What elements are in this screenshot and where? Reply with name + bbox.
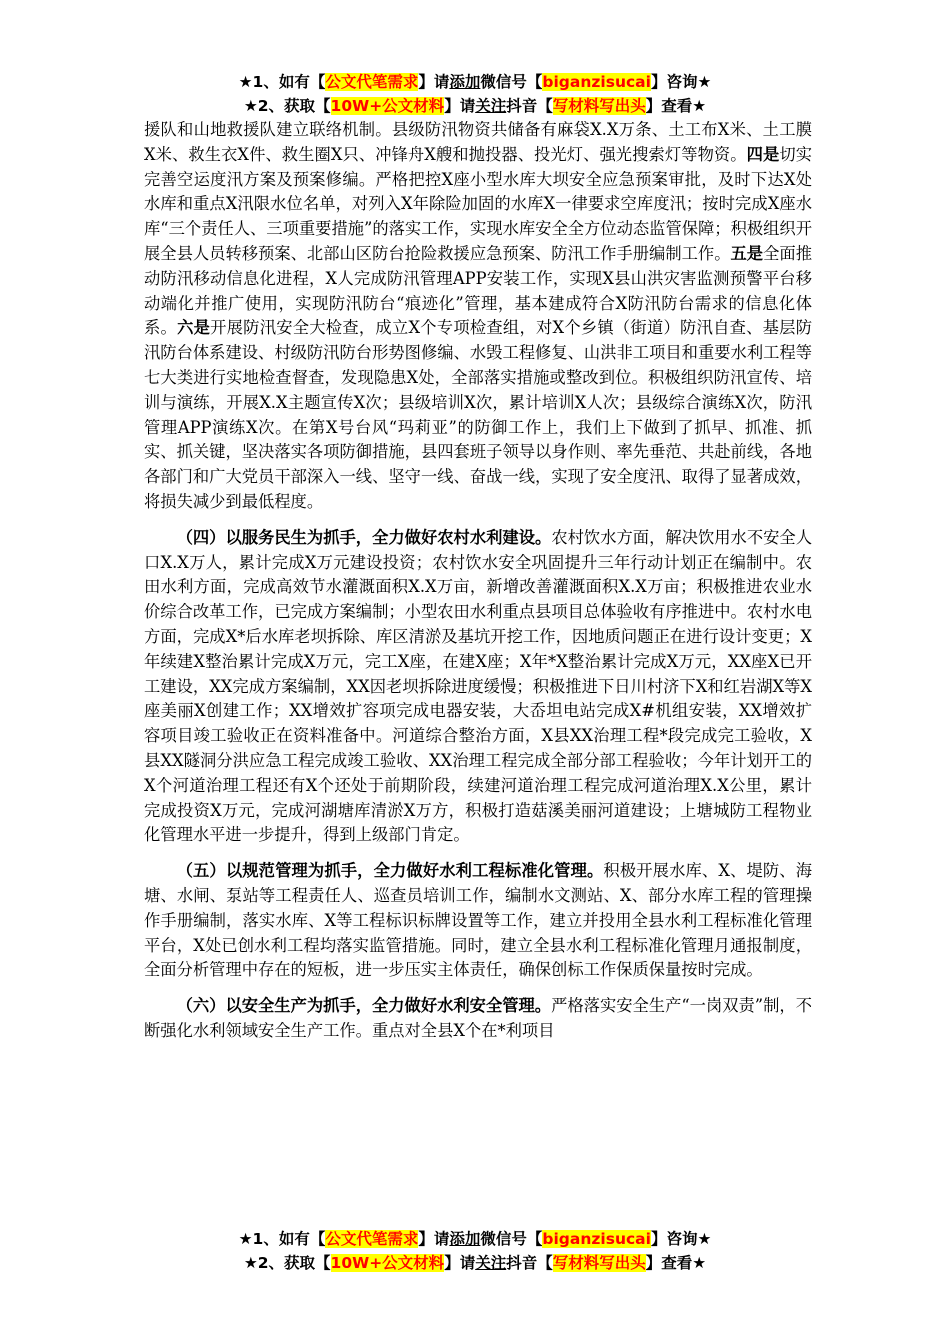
banner-text: ★1、如有【 [238, 1230, 326, 1248]
banner-text: 】请 [444, 97, 476, 115]
header-banner [0, 70, 950, 118]
banner-highlight: 写材料写出头 [552, 97, 646, 115]
paragraph-standard-management [144, 859, 812, 983]
paragraph-text: 切实完善空运度汛方案及预案修编。严格把控X座小型水库大坝安全应急预案审批，及时下达X处水库和重点X汛限水位名单，对列入X年除险加固的水库X一律要求空库度汛；按时完成X座水库“三个责任人、三项重要措施”的落实工作，实现水库安全全方位动态监管保障；积极组织开展全县人员转移预案、北部山区防台抢险救援应急预案、防汛工作手册编制工作。 [144, 144, 812, 263]
paragraph-text: 严格落实安全生产“一岗双责”制，不断强化水利领域安全生产工作。重点对全县X个在*利项目 [144, 996, 812, 1040]
banner-text: ★1、如有【 [238, 73, 326, 91]
banner-underline: 关注 [475, 1254, 507, 1272]
banner-highlight: 公文代笔需求 [325, 73, 419, 91]
section-heading: （四）以服务民生为抓手，全力做好农村水利建设。 [176, 527, 552, 547]
section-heading: （五）以规范管理为抓手，全力做好水利工程标准化管理。 [176, 861, 604, 881]
paragraph-text: 农村饮水方面，解决饮用水不安全人口X.X万人，累计完成X万元建设投资；农村饮水安全巩固提升三年行动计划正在编制中。农田水利方面，完成高效节水灌溉面积X.X万亩，新增改善灌溉面积X.X万亩；积极推进农业水价综合改革工作，已完成方案编制；小型农田水利重点县项目总体验收有序推进中。农村水电方面，完成X*后水库老坝拆除、库区清淤及基坑开挖工作，因地质问题正在进行设计变更；X年续建X整治累计完成X万元，完工X座，在建X座；X年*X整治累计完成X万元，XX座X已开工建设，XX完成方案编制，XX因老坝拆除进度缓慢；积极推进下日川村济下X和红岩湖X等X座美丽X创建工作；XX增效扩容项完成电器安装，大岙坦电站完成X#机组安装，XX增效扩容项目竣工验收正在资料准备中。河道综合整治方面，X县XX治理工程*段完成完工验收，X县XX隧洞分洪应急工程完成竣工验收、XX治理工程完成全部分部工程验收；今年计划开工的X个河道治理工程还有X个还处于前期阶段，续建河道治理工程完成河道治理X.X公里，累计完成投资X万元，完成河湖塘库清淤X万方，积极打造菇溪美丽河道建设；上塘城防工程物业化管理水平进一步提升，得到上级部门肯定。 [144, 527, 812, 845]
item-marker: 六是 [177, 318, 211, 338]
banner-line-2 [0, 1251, 950, 1275]
banner-text: 】咨询★ [650, 73, 712, 91]
paragraph-safety [144, 994, 812, 1044]
banner-highlight: biganzisucai [542, 1230, 651, 1248]
banner-text: 】查看★ [645, 1254, 707, 1272]
paragraph-text: 全面推动防汛移动信息化进程，X人完成防汛管理APP安装工作，实现X县山洪灾害监测预警平台移动端化并推广使用，实现防汛防台“痕迹化”管理，基本建成符合X防汛防台需求的信息化体系。 [144, 243, 812, 338]
banner-text: 】咨询★ [650, 1230, 712, 1248]
banner-text: 】请 [418, 73, 450, 91]
banner-text: 抖音【 [506, 1254, 553, 1272]
banner-line-1 [0, 1227, 950, 1251]
banner-highlight: 写材料写出头 [552, 1254, 646, 1272]
banner-underline: 关注 [475, 97, 507, 115]
paragraph-text: 积极开展水库、X、堤防、海塘、水闸、泵站等工程责任人、巡查员培训工作，编制水文测站、X、部分水库工程的管理操作手册编制，落实水库、X等工程标识标牌设置等工作，建立并投用全县水利工程标准化管理平台，X处已创水利工程均落实监管措施。同时，建立全县水利工程标准化管理月通报制度，全面分析管理中存在的短板，进一步压实主体责任，确保创标工作保质保量按时完成。 [144, 861, 812, 980]
banner-text: 抖音【 [506, 97, 553, 115]
section-heading: （六）以安全生产为抓手，全力做好水利安全管理。 [176, 996, 552, 1016]
item-marker: 五是 [730, 243, 764, 263]
document-body [144, 118, 812, 1044]
paragraph-continued [144, 118, 812, 515]
banner-highlight: 10W+公文材料 [330, 1254, 445, 1272]
banner-text: 微信号【 [480, 73, 543, 91]
paragraph-rural-water [144, 526, 812, 848]
banner-underline: 添加 [449, 73, 481, 91]
banner-text: 】请 [444, 1254, 476, 1272]
item-marker: 四是 [746, 144, 780, 164]
paragraph-text: 开展防汛安全大检查，成立X个专项检查组，对X个乡镇（街道）防汛自查、基层防汛防台体系建设、村级防汛防台形势图修编、水毁工程修复、山洪非工项目和重要水利工程等七大类进行实地检查督查，发现隐患X处，全部落实措施或整改到位。积极组织防汛宣传、培训与演练，开展X.X主题宣传X次；县级培训X次，累计培训X人次；县级综合演练X次，防汛管理APP演练X次。在第X号台风“玛莉亚”的防御工作上，我们上下做到了抓早、抓准、抓实、抓关键，坚决落实各项防御措施，县四套班子领导以身作则、率先垂范、共赴前线，各地各部门和广大党员干部深入一线、坚守一线、奋战一线，实现了安全度汛、取得了显著成效，将损失减少到最低程度。 [144, 318, 812, 511]
banner-text: ★2、获取【 [243, 97, 331, 115]
banner-line-2 [0, 94, 950, 118]
banner-line-1 [0, 70, 950, 94]
banner-text: 】查看★ [645, 97, 707, 115]
paragraph-text: 援队和山地救援队建立联络机制。县级防汛物资共储备有麻袋X.X万条、土工布X米、土工膜X米、救生衣X件、救生圈X只、冲锋舟X艘和抛投器、投光灯、强光搜索灯等物资。 [144, 120, 812, 164]
banner-text: 微信号【 [480, 1230, 543, 1248]
banner-highlight: 公文代笔需求 [325, 1230, 419, 1248]
banner-highlight: 10W+公文材料 [330, 97, 445, 115]
banner-text: 】请 [418, 1230, 450, 1248]
banner-highlight: biganzisucai [542, 73, 651, 91]
banner-text: ★2、获取【 [243, 1254, 331, 1272]
footer-banner [0, 1227, 950, 1275]
banner-underline: 添加 [449, 1230, 481, 1248]
